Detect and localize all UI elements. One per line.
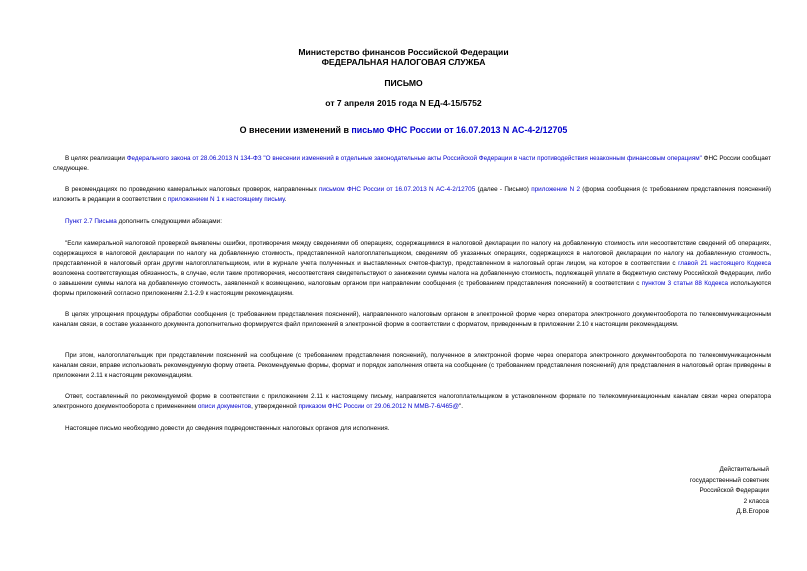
title-text: О внесении изменений в <box>239 125 352 135</box>
p1-text-2: ФНС России сообщает следующее. <box>53 155 771 173</box>
paragraph-8 <box>53 424 771 434</box>
p7-inventory-link[interactable]: описи документов <box>197 403 252 411</box>
p4-text-3: используются формы приложений согласно приложениям 2.1-2.9 к настоящим рекомендациям. <box>53 280 771 298</box>
p2-text-2: (далее - Письмо) <box>475 186 532 193</box>
p5-text-1: В целях упрощения процедуры обработки сообщения (с требованием представления пояснений), направленного налоговым органом в электронной форме через оператора электронного документооборота по телекоммуникационным каналам связи, в составе указанного документа дополнительно формируется файл приложений в электронной форме в соответствии с форматом, приведенным в приложении 2.10 к настоящим рекомендациям. <box>53 311 771 329</box>
paragraph-7 <box>53 392 771 412</box>
document-type: ПИСЬМО <box>384 78 423 88</box>
signature-line-3: Российской Федерации <box>699 487 769 494</box>
paragraph-6 <box>53 351 771 381</box>
p4-text-1: "Если камеральной налоговой проверкой выявлены ошибки, противоречия между сведениями об операциях, содержащимися в налоговой декларации по налогу на добавленную стоимость или несоответствие сведений об операциях, содержащихся в налоговой декларации по налогу на добавленную стоимость, представленной налогоплательщиком, сведениям об указанных операциях, содержащихся в налоговой декларации по налогу на добавленную стоимость, представленной в налоговый орган другим налогоплательщиком, или в журнале учета полученных и выставленных счетов-фактур, представленном в налоговый орган лицом, на которое в соответствии с <box>53 240 771 268</box>
paragraph-2 <box>53 185 771 205</box>
p3-clause-link[interactable]: Пункт 2.7 Письма <box>65 218 117 225</box>
signature-block <box>609 465 769 518</box>
signature-name: Д.В.Егоров <box>736 508 769 515</box>
p3-text-1: дополнить следующими абзацами: <box>116 218 222 225</box>
p1-federal-law-link[interactable]: Федерального закона от 28.06.2013 N 134-ФЗ "О внесении изменений в отдельные законодательные акты Российской Федерации в части противодействия незаконным финансовым операциям" <box>126 155 702 162</box>
title-link[interactable]: письмо ФНС России от 16.07.2013 N АС-4-2/12705 <box>351 125 568 135</box>
p1-text-1: В целях реализации <box>65 155 127 162</box>
p6-text-1: При этом, налогоплательщик при представлении пояснений на сообщение (с требованием представления пояснений), полученное в электронной форме через оператора электронного документооборота по телекоммуникационным каналам связи, вправе использовать рекомендуемую форму ответа. Рекомендуемые формы, формат и порядок заполнения ответа на сообщение (с требованием представления пояснений) для представления в налоговый орган приведены в приложении 2.11 к настоящим рекомендациям. <box>53 352 771 380</box>
p2-text-3: (форма сообщения (с требованием представления пояснений) изложить в редакции в соответствии с <box>53 186 771 204</box>
paragraph-3 <box>53 217 771 227</box>
p2-text-4: . <box>284 196 287 204</box>
document-title <box>0 125 807 136</box>
signature-line-4: 2 класса <box>743 497 769 505</box>
p7-order-link[interactable]: приказом ФНС России от 29.06.2012 N ММВ-7-6/465@ <box>298 403 460 411</box>
signature-line-1: Действительный <box>719 466 769 473</box>
paragraph-1 <box>53 154 771 174</box>
p4-chapter21-link[interactable]: главой 21 настоящего Кодекса <box>678 260 772 268</box>
p2-letter-link[interactable]: письмом ФНС России от 16.07.2013 N АС-4-2/12705 <box>318 186 476 193</box>
p8-text-1: Настоящее письмо необходимо довести до сведения подведомственных налоговых органов для исполнения. <box>65 425 390 432</box>
p7-text-1: Ответ, составленный по рекомендуемой форме в соответствии с приложением 2.11 к настоящему письму, направляется налогоплательщиком в установленном формате по телекоммуникационным каналам связи через оператора электронного документооборота с применением <box>53 393 771 411</box>
paragraph-4 <box>53 239 771 300</box>
service-name: ФЕДЕРАЛЬНАЯ НАЛОГОВАЯ СЛУЖБА <box>321 57 486 67</box>
p4-article88-link[interactable]: пунктом 3 статьи 88 Кодекса <box>641 280 729 288</box>
p2-text-1: В рекомендациях по проведению камеральных налоговых проверок, направленных <box>65 186 319 193</box>
paragraph-5 <box>53 310 771 330</box>
p4-text-2: возложена соответствующая обязанность, в случае, если такие противоречия, несоответствия свидетельствуют о занижении суммы налога на добавленную стоимость, подлежащей уплате в бюджетную систему Российской Федерации, либо о завышении суммы налога на добавленную стоимость, заявленной к возмещению, налоговым органом при направлении сообщения (с требованием представления пояснений) в соответствии с <box>53 270 771 288</box>
ministry-name: Министерство финансов Российской Федерации <box>298 47 509 57</box>
p2-appendix2-link[interactable]: приложение N 2 <box>531 186 580 193</box>
p7-text-3: ". <box>459 403 464 411</box>
signature-line-2: государственный советник <box>689 476 769 484</box>
p7-text-2: , утвержденной <box>251 403 299 411</box>
p2-appendix1-link[interactable]: приложением N 1 к настоящему письму <box>167 196 285 204</box>
document-date-number: от 7 апреля 2015 года N ЕД-4-15/5752 <box>325 98 482 108</box>
